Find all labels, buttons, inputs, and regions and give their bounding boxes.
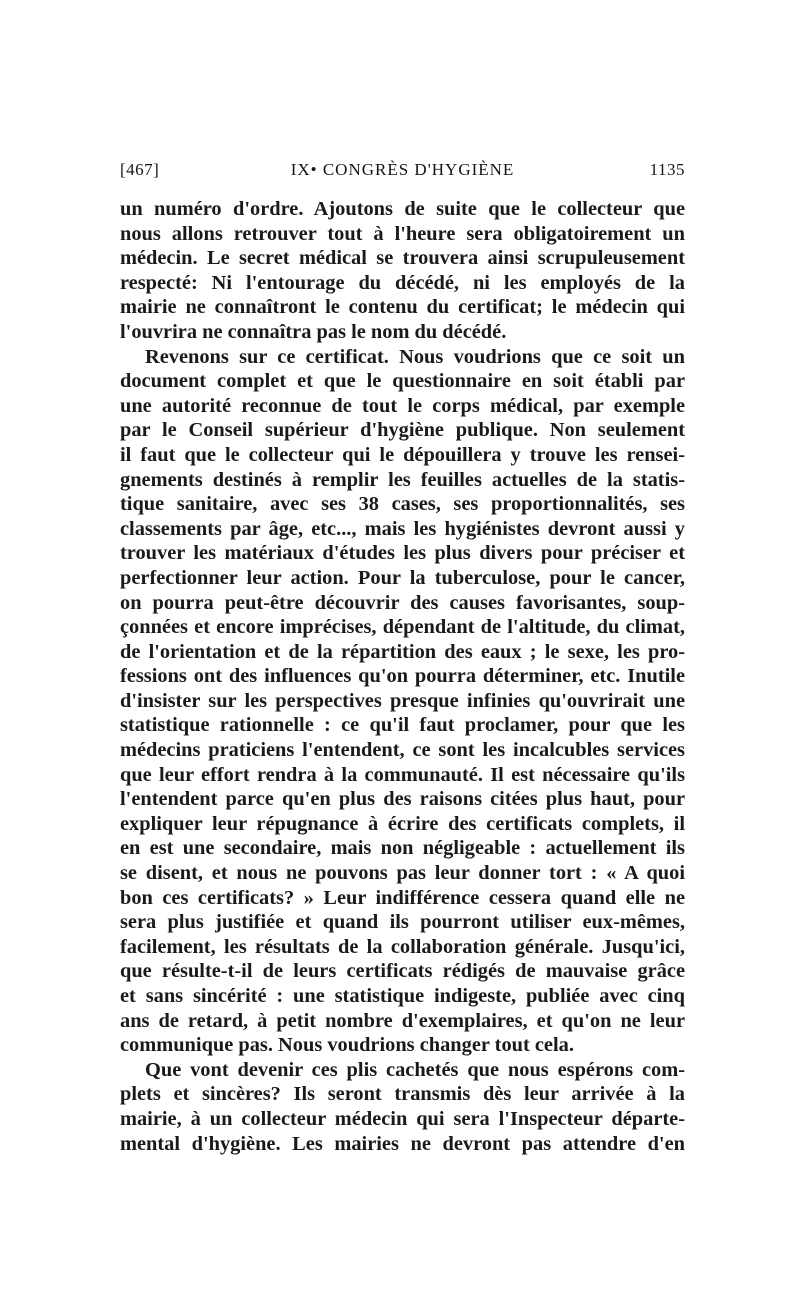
- text-line: trouver les matériaux d'études les plus divers pour préciser et: [120, 542, 685, 565]
- text-line: l'entendent parce qu'en plus des raisons citées plus haut, pour: [120, 788, 685, 811]
- running-head: [120, 160, 685, 184]
- text-line: document complet et que le questionnaire en soit établi par: [120, 370, 685, 393]
- text-line: gnements destinés à remplir les feuilles actuelles de la statis-: [120, 468, 685, 491]
- text-line: nous allons retrouver tout à l'heure sera obligatoirement un: [120, 222, 685, 245]
- text-line: en est une secondaire, mais non négligeable : actuellement ils: [120, 837, 685, 860]
- text-line: l'ouvrira ne connaîtra pas le nom du décédé.: [120, 320, 507, 343]
- text-line: perfectionner leur action. Pour la tuberculose, pour le cancer,: [120, 566, 685, 589]
- text-line: se disent, et nous ne pouvons pas leur donner tort : « A quoi: [120, 862, 685, 885]
- text-line: ans de retard, à petit nombre d'exemplaires, et qu'on ne leur: [120, 1009, 685, 1032]
- text-line: de l'orientation et de la répartition des eaux ; le sexe, les pro-: [120, 640, 685, 663]
- paragraph-first-line: Que vont devenir ces plis cachetés que nous espérons com-: [145, 1058, 685, 1081]
- text-line: que résulte-t-il de leurs certificats rédigés de mauvaise grâce: [120, 960, 685, 983]
- text-line: facilement, les résultats de la collaboration générale. Jusqu'ici,: [120, 935, 685, 958]
- text-line: bon ces certificats? » Leur indifférence cessera quand elle ne: [120, 886, 685, 909]
- text-line: fessions ont des influences qu'on pourra déterminer, etc. Inutile: [120, 665, 685, 688]
- text-line: et sans sincérité : une statistique indigeste, publiée avec cinq: [120, 985, 685, 1007]
- text-line: communique pas. Nous voudrions changer tout cela.: [120, 1034, 574, 1057]
- running-title: IX• CONGRÈS D'HYGIÈNE: [290, 160, 515, 179]
- text-line: par le Conseil supérieur d'hygiène publique. Non seulement: [120, 419, 685, 442]
- text-line: une autorité reconnue de tout le corps médical, par exemple: [120, 394, 685, 417]
- text-line: plets et sincères? Ils seront transmis dès leur arrivée à la: [120, 1083, 685, 1106]
- page-reference: [467]: [120, 160, 160, 179]
- text-line: on pourra peut-être découvrir des causes favorisantes, soup-: [120, 591, 685, 614]
- text-line: respecté: Ni l'entourage du décédé, ni les employés de la: [120, 271, 685, 294]
- text-line: médecins praticiens l'entendent, ce sont les incalcubles services: [120, 739, 685, 762]
- text-line: mairie, à un collecteur médecin qui sera l'Inspecteur départe-: [120, 1107, 685, 1130]
- page-number: 1135: [649, 160, 685, 179]
- text-line: mairie ne connaîtront le contenu du certificat; le médecin qui: [120, 296, 685, 319]
- text-line: expliquer leur répugnance à écrire des certificats complets, il: [120, 812, 685, 835]
- text-line: il faut que le collecteur qui le dépouillera y trouve les rensei-: [120, 443, 685, 466]
- text-line: mental d'hygiène. Les mairies ne devront pas attendre d'en: [120, 1132, 685, 1155]
- text-line: d'insister sur les perspectives presque infinies qu'ouvrirait une: [120, 689, 685, 712]
- text-line: statistique rationnelle : ce qu'il faut proclamer, pour que les: [120, 714, 685, 737]
- text-line: sera plus justifiée et quand ils pourront utiliser eux-mêmes,: [120, 911, 685, 934]
- text-line: çonnées et encore imprécises, dépendant de l'altitude, du climat,: [120, 616, 685, 639]
- text-line: tique sanitaire, avec ses 38 cases, ses proportionnalités, ses: [120, 493, 685, 516]
- text-line: médecin. Le secret médical se trouvera ainsi scrupuleusement: [120, 247, 685, 270]
- paragraph-first-line: Revenons sur ce certificat. Nous voudrions que ce soit un: [145, 345, 685, 368]
- text-line: classements par âge, etc..., mais les hygiénistes devront aussi y: [120, 517, 685, 540]
- text-line: que leur effort rendra à la communauté. Il est nécessaire qu'ils: [120, 763, 685, 786]
- body-text: [120, 197, 685, 1156]
- text-line: un numéro d'ordre. Ajoutons de suite que le collecteur que: [120, 198, 685, 220]
